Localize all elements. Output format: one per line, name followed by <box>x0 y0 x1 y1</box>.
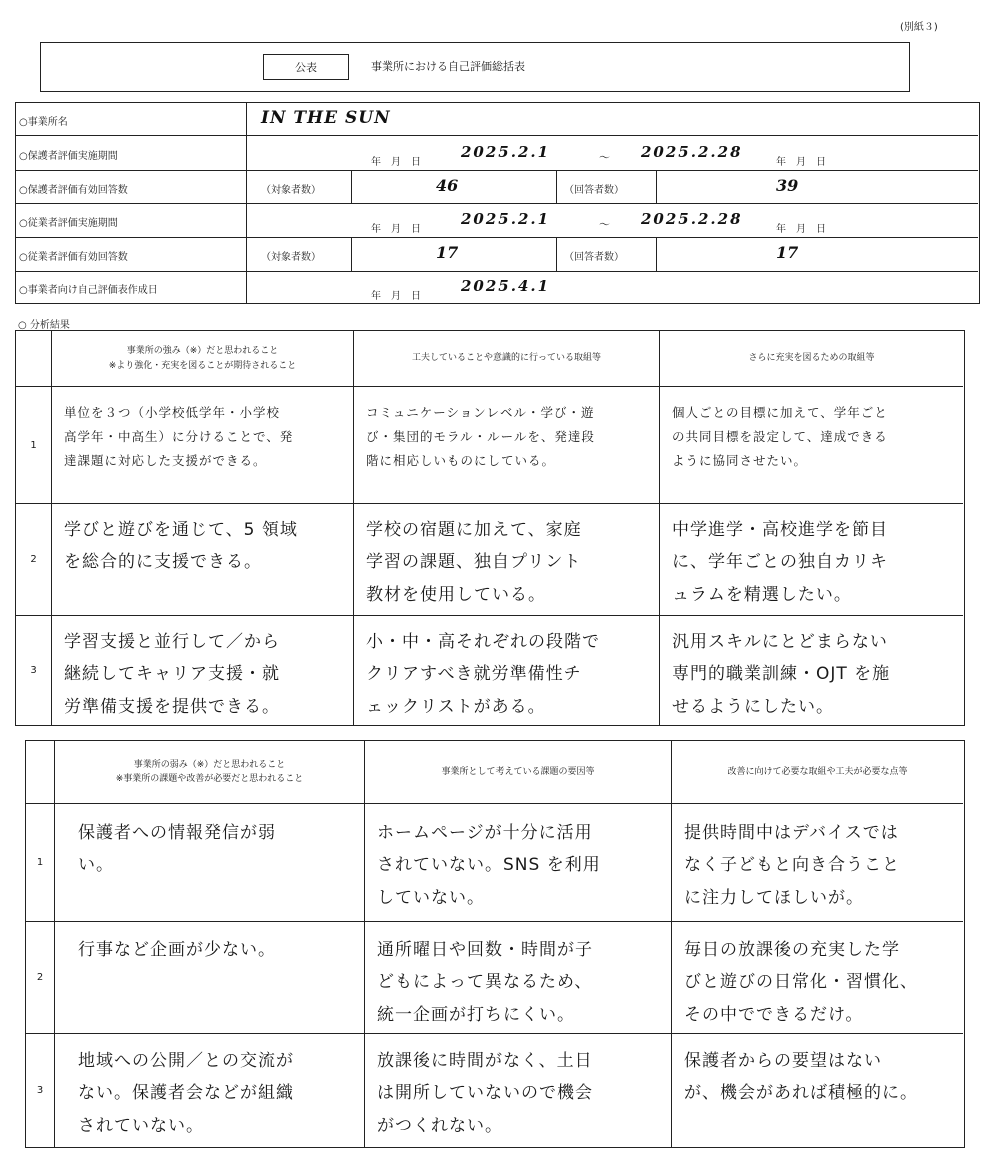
staff-answer-count: 17 <box>776 243 799 262</box>
strengths-table <box>15 330 965 726</box>
guardian-period-end: 2025.2.28 <box>641 143 743 161</box>
table-cell: 学びと遊びを通じて、5 領域 を総合的に支援できる。 <box>64 520 298 573</box>
label-guardian-count: ○保護者評価有効回答数 <box>19 185 128 196</box>
appendix-label: (別紙３) <box>900 22 938 33</box>
tilde: ～ <box>599 218 610 231</box>
title-box <box>40 42 910 92</box>
staff-period-start: 2025.2.1 <box>461 210 551 228</box>
staff-target-count: 17 <box>436 243 459 262</box>
target-count-label: （対象者数） <box>261 252 321 263</box>
weaknesses-header-col2: 事業所として考えている課題の要因等 <box>441 766 595 777</box>
label-office-name: ○事業所名 <box>19 117 68 128</box>
table-cell: 小・中・高それぞれの段階で クリアすべき就労準備性チ ェックリストがある。 <box>366 632 600 717</box>
created-date-value: 2025.4.1 <box>461 277 551 295</box>
analysis-results-label: ○ 分析結果 <box>18 320 70 331</box>
target-count-label: （対象者数） <box>261 185 321 196</box>
tilde: ～ <box>599 151 610 164</box>
weaknesses-header-col3: 改善に向けて必要な取組や工夫が必要な点等 <box>727 766 908 777</box>
strengths-header-col3: さらに充実を図るための取組等 <box>748 353 875 364</box>
table-cell: 地域への公開／との交流が ない。保護者会などが組織 されていない。 <box>78 1051 294 1136</box>
label-guardian-period: ○保護者評価実施期間 <box>19 151 118 162</box>
weaknesses-header-col1: 事業所の弱み（※）だと思われること ※事業所の課題や改善が必要だと思われること <box>115 759 304 784</box>
date-unit: 年 月 日 <box>371 224 421 235</box>
row-number: 1 <box>36 857 44 868</box>
row-number: 2 <box>36 972 44 983</box>
table-cell: 個人ごとの目標に加えて、学年ごと の共同目標を設定して、達成できる ように協同させたい。 <box>672 405 888 468</box>
row-number: 3 <box>36 1085 44 1096</box>
row-number: 2 <box>30 554 37 565</box>
guardian-period-start: 2025.2.1 <box>461 143 551 161</box>
table-cell: 汎用スキルにとどまらない 専門的職業訓練・OJT を施 せるようにしたい。 <box>672 632 891 717</box>
date-unit: 年 月 日 <box>776 224 826 235</box>
row-number: 3 <box>30 665 37 676</box>
table-cell: 提供時間中はデバイスでは なく子どもと向き合うこと に注力してほしいが。 <box>684 823 900 908</box>
answer-count-label: （回答者数） <box>564 185 624 196</box>
table-cell: 単位を３つ（小学校低学年・小学校 高学年・中高生）に分けることで、発 達課題に対応した支援ができる。 <box>64 405 294 468</box>
label-created-date: ○事業者向け自己評価表作成日 <box>19 285 158 296</box>
table-cell: 通所曜日や回数・時間が子 どもによって異なるため、 統一企画が打ちにくい。 <box>377 940 593 1025</box>
row-number: 1 <box>30 439 37 451</box>
label-staff-count: ○従業者評価有効回答数 <box>19 252 128 263</box>
table-cell: 放課後に時間がなく、土日 は開所していないので機会 がつくれない。 <box>377 1051 593 1136</box>
date-unit: 年 月 日 <box>371 291 421 302</box>
table-cell: 行事など企画が少ない。 <box>78 940 276 960</box>
page-title: 事業所における自己評価総括表 <box>371 60 525 73</box>
answer-count-label: （回答者数） <box>564 252 624 263</box>
office-name-value: IN THE SUN <box>261 108 391 128</box>
table-cell: 保護者からの要望はない が、機会があれば積極的に。 <box>684 1051 918 1104</box>
table-cell: コミュニケーションレベル・学び・遊 び・集団的モラル・ルールを、発達段 階に相応しいものにしている。 <box>366 405 595 468</box>
strengths-header-col1: 事業所の強み（※）だと思われること ※より強化・充実を図ることが期待されること <box>108 346 297 371</box>
date-unit: 年 月 日 <box>371 157 421 168</box>
table-cell: 学習支援と並行して／から 継続してキャリア支援・就 労準備支援を提供できる。 <box>64 632 280 717</box>
publication-badge: 公表 <box>263 54 349 80</box>
label-staff-period: ○従業者評価実施期間 <box>19 218 118 229</box>
table-cell: 学校の宿題に加えて、家庭 学習の課題、独自プリント 教材を使用している。 <box>366 520 582 605</box>
weaknesses-table <box>25 740 965 1148</box>
table-cell: 中学進学・高校進学を節目 に、学年ごとの独自カリキ ュラムを精選したい。 <box>672 520 888 605</box>
table-cell: 保護者への情報発信が弱 い。 <box>78 823 276 876</box>
table-cell: 毎日の放課後の充実した学 びと遊びの日常化・習慣化、 その中でできるだけ。 <box>684 940 918 1025</box>
date-unit: 年 月 日 <box>776 157 826 168</box>
info-table <box>15 102 980 304</box>
table-cell: ホームページが十分に活用 されていない。SNS を利用 していない。 <box>377 823 601 908</box>
staff-period-end: 2025.2.28 <box>641 210 743 228</box>
strengths-header-col2: 工夫していることや意識的に行っている取組等 <box>411 353 601 364</box>
guardian-target-count: 46 <box>436 176 459 195</box>
guardian-answer-count: 39 <box>776 176 799 195</box>
